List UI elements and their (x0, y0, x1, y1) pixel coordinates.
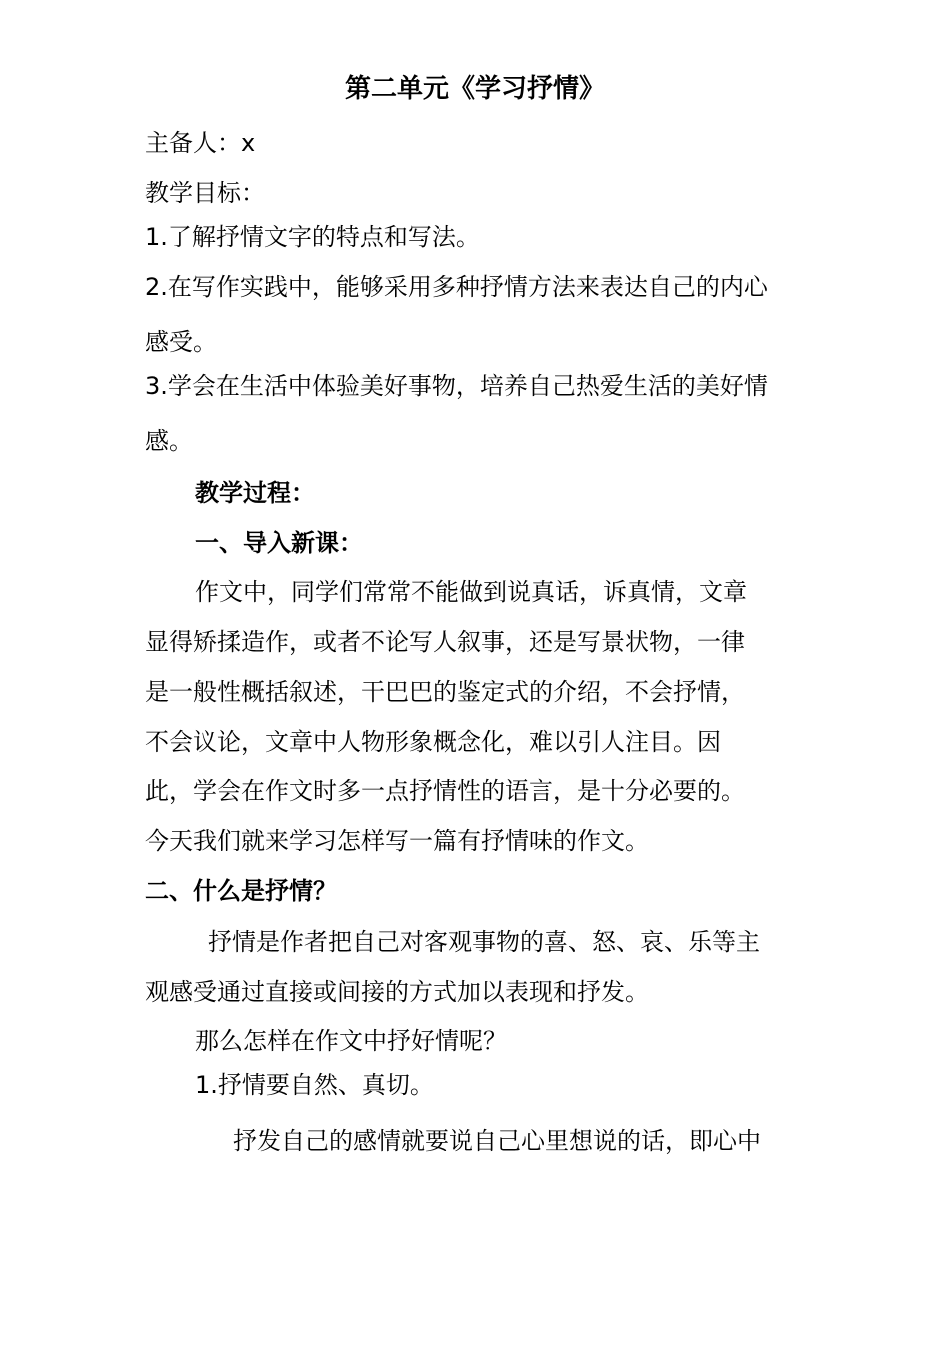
section1-paragraph-line: 显得矫揉造作，或者不论写人叙事，还是写景状物，一律 (145, 628, 745, 656)
objectives-heading: 教学目标： (145, 179, 265, 207)
section1-paragraph-line: 是一般性概括叙述，干巴巴的鉴定式的介绍，不会抒情， (145, 678, 745, 706)
preparer-line: 主备人：x (145, 129, 256, 157)
section1-paragraph-line: 今天我们就来学习怎样写一篇有抒情味的作文。 (145, 827, 649, 855)
process-heading: 教学过程： (195, 479, 315, 507)
section1-paragraph-line: 此，学会在作文时多一点抒情性的语言，是十分必要的。 (145, 777, 745, 805)
point1-heading: 1.抒情要自然、真切。 (195, 1071, 434, 1099)
objective-line: 感。 (145, 427, 193, 455)
point1-text-line: 抒发自己的感情就要说自己心里想说的话，即心中 (233, 1127, 761, 1155)
objective-line: 1.了解抒情文字的特点和写法。 (145, 223, 480, 251)
section1-paragraph-line: 不会议论，文章中人物形象概念化，难以引人注目。因 (145, 728, 721, 756)
section2-heading: 二、什么是抒情？ (145, 877, 337, 905)
objective-line: 2.在写作实践中，能够采用多种抒情方法来表达自己的内心 (145, 273, 768, 301)
section2-paragraph-line: 观感受通过直接或间接的方式加以表现和抒发。 (145, 978, 649, 1006)
document-title: 第二单元《学习抒情》 (344, 74, 605, 104)
section1-paragraph-line: 作文中，同学们常常不能做到说真话，诉真情，文章 (195, 578, 747, 606)
objective-line: 3.学会在生活中体验美好事物，培养自己热爱生活的美好情 (145, 372, 768, 400)
section2-paragraph-line: 抒情是作者把自己对客观事物的喜、怒、哀、乐等主 (208, 928, 760, 956)
section1-heading: 一、导入新课： (195, 529, 363, 557)
objective-line: 感受。 (145, 328, 217, 356)
question-line: 那么怎样在作文中抒好情呢？ (195, 1027, 507, 1055)
